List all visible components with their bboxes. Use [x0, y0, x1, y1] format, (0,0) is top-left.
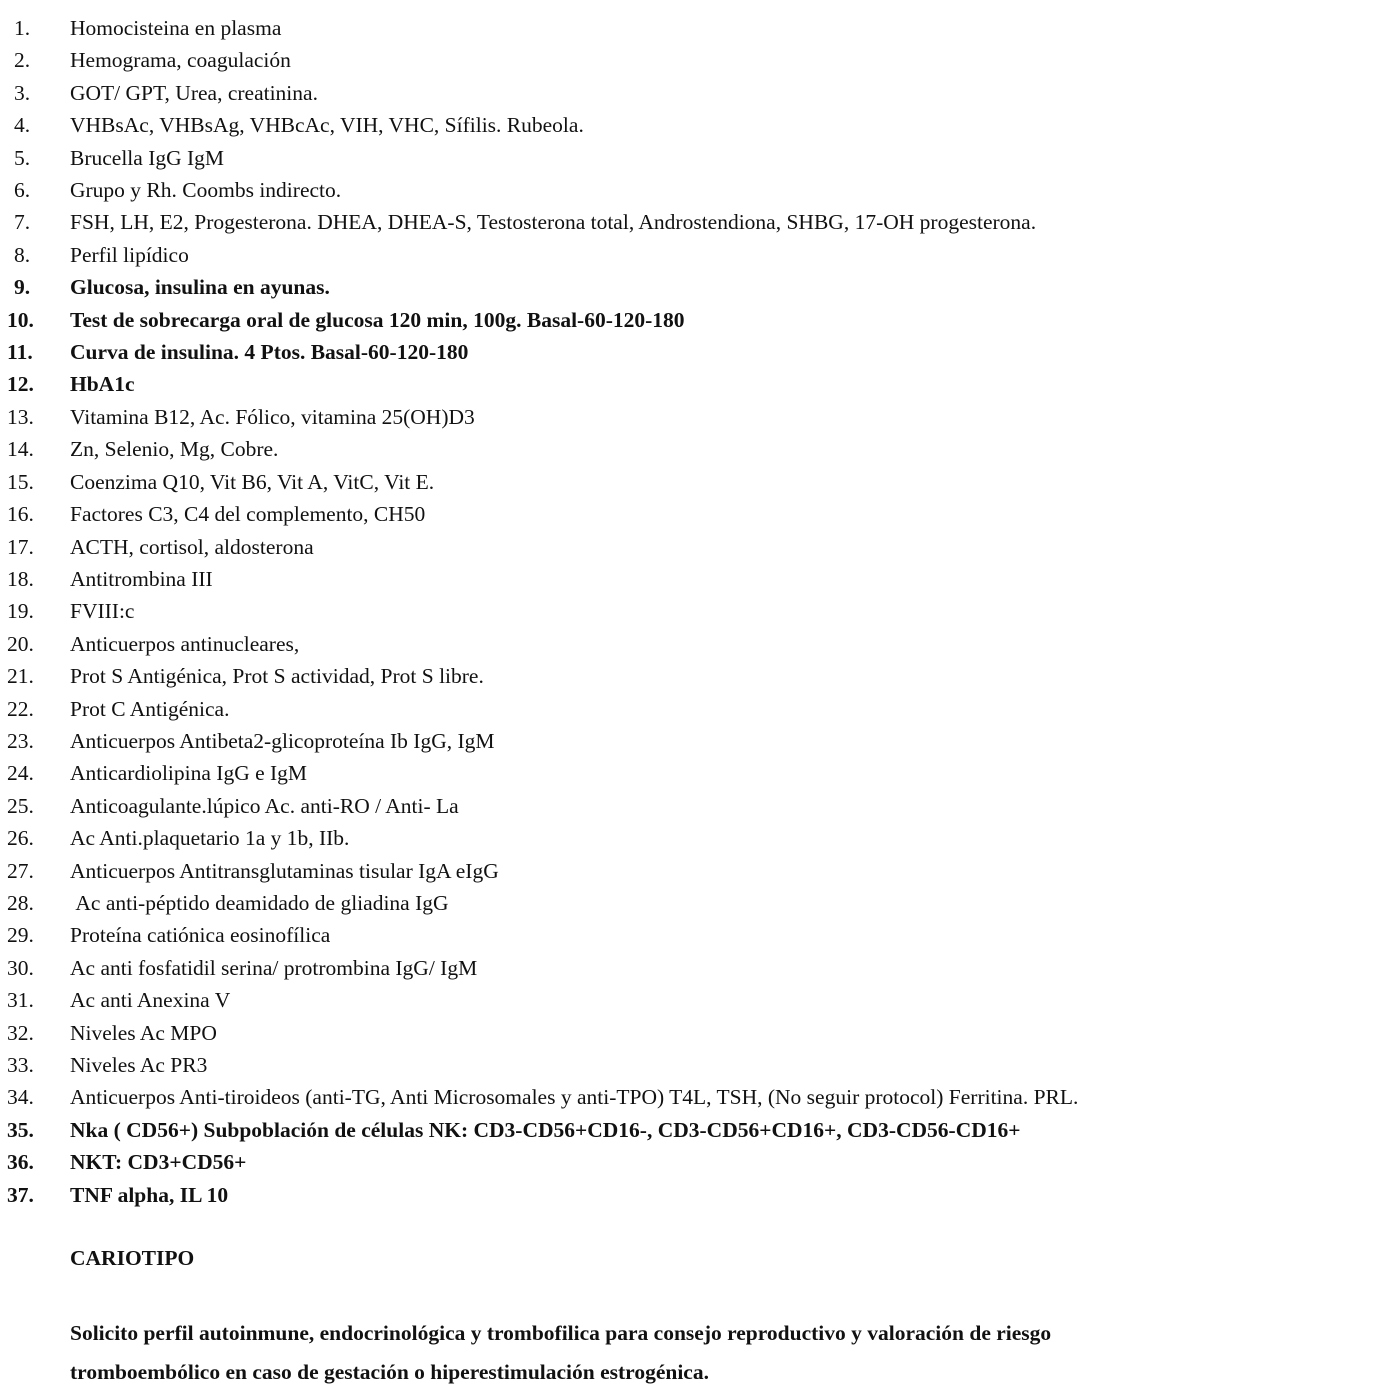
- list-item-number: 25.: [7, 793, 34, 818]
- list-item-number: 23.: [7, 728, 34, 753]
- list-item-number: 6.: [14, 178, 31, 203]
- list-item-text: Factores C3, C4 del complemento, CH50: [70, 502, 426, 527]
- list-item-number: 22.: [7, 696, 34, 721]
- list-item-number: 9.: [14, 275, 31, 300]
- list-item-text: Vitamina B12, Ac. Fólico, vitamina 25(OH)D3: [70, 404, 475, 429]
- list-item-text: Anticardiolipina IgG e IgM: [70, 761, 308, 786]
- list-item-number: 1.: [14, 16, 31, 40]
- list-item-text: Anticoagulante.lúpico Ac. anti-RO / Anti- La: [70, 793, 459, 818]
- list-item: [0, 531, 1400, 563]
- list-item-number: 10.: [7, 307, 34, 332]
- list-item-number: 33.: [7, 1053, 34, 1077]
- list-item: [0, 984, 1400, 1016]
- list-item-number: 5.: [14, 145, 31, 170]
- list-item-text: Hemograma, coagulación: [70, 48, 291, 73]
- list-item: [0, 433, 1400, 465]
- list-item-number: 8.: [14, 242, 31, 267]
- list-item-number: 37.: [7, 1182, 34, 1207]
- list-item-text: Perfil lipídico: [70, 242, 189, 267]
- list-item: [0, 952, 1400, 984]
- list-item-number: 18.: [7, 566, 34, 591]
- list-item-number: 29.: [7, 923, 34, 948]
- list-item-number: 15.: [7, 469, 34, 494]
- list-item: [0, 660, 1400, 692]
- list-item-number: 36.: [7, 1150, 34, 1175]
- list-item-number: 26.: [7, 826, 34, 851]
- list-item-number: 34.: [7, 1085, 34, 1110]
- list-item-text: Antitrombina III: [70, 566, 213, 591]
- list-item-text: Ac anti-péptido deamidado de gliadina IgG: [70, 890, 449, 915]
- list-item-number: 20.: [7, 631, 34, 656]
- list-item: [0, 790, 1400, 822]
- list-item-text: GOT/ GPT, Urea, creatinina.: [70, 80, 318, 105]
- list-item-text: Anticuerpos Antitransglutaminas tisular IgA eIgG: [70, 858, 499, 883]
- list-item: [0, 887, 1400, 919]
- list-item: [0, 466, 1400, 498]
- list-item-number: 16.: [7, 502, 34, 527]
- list-item-text: Ac anti Anexina V: [70, 988, 231, 1013]
- list-item: [0, 336, 1400, 368]
- list-item-text: Test de sobrecarga oral de glucosa 120 min, 100g. Basal-60-120-180: [70, 307, 685, 332]
- list-item: [0, 563, 1400, 595]
- list-item-number: 28.: [7, 890, 34, 915]
- list-item-text: Anticuerpos Anti-tiroideos (anti-TG, Anti Microsomales y anti-TPO) T4L, TSH, (No seguir protocol) Ferritina. PRL.: [70, 1085, 1079, 1110]
- closing-paragraph-line-2: tromboembólico en caso de gestación o hiperestimulación estrogénica.: [70, 1360, 709, 1385]
- list-item-text: Prot C Antigénica.: [70, 696, 230, 721]
- list-item-text: Niveles Ac MPO: [70, 1020, 217, 1045]
- list-item-number: 21.: [7, 664, 34, 689]
- list-item-number: 2.: [14, 48, 31, 73]
- list-item: [0, 757, 1400, 789]
- list-item: [0, 725, 1400, 757]
- list-item: [0, 44, 1400, 76]
- list-item: [0, 239, 1400, 271]
- list-item: [0, 206, 1400, 238]
- list-item: [0, 1179, 1400, 1211]
- list-item: [0, 368, 1400, 400]
- list-item: [0, 855, 1400, 887]
- list-item-number: 13.: [7, 404, 34, 429]
- list-item-number: 11.: [7, 340, 33, 365]
- list-item: [0, 1146, 1400, 1178]
- list-item-text: Zn, Selenio, Mg, Cobre.: [70, 437, 279, 462]
- list-item-number: 17.: [7, 534, 34, 559]
- list-item-number: 35.: [7, 1117, 34, 1142]
- list-item-number: 19.: [7, 599, 34, 624]
- list-item-text: Proteína catiónica eosinofílica: [70, 923, 331, 948]
- list-item-text: Brucella IgG IgM: [70, 145, 225, 170]
- list-item: [0, 628, 1400, 660]
- list-item-number: 30.: [7, 955, 34, 980]
- list-item-text: Niveles Ac PR3: [70, 1053, 208, 1077]
- list-item-text: HbA1c: [70, 372, 135, 397]
- list-item-number: 7.: [14, 210, 31, 235]
- list-item: [0, 304, 1400, 336]
- list-item-number: 4.: [14, 113, 31, 138]
- list-item-number: 27.: [7, 858, 34, 883]
- list-item-text: Homocisteina en plasma: [70, 16, 282, 40]
- list-item: [0, 1017, 1400, 1049]
- list-item: [0, 595, 1400, 627]
- list-item-number: 24.: [7, 761, 34, 786]
- list-item: [0, 174, 1400, 206]
- list-item-text: Anticuerpos Antibeta2-glicoproteína Ib IgG, IgM: [70, 728, 495, 753]
- list-item: [0, 109, 1400, 141]
- cariotipo-heading: CARIOTIPO: [70, 1246, 195, 1271]
- list-item: [0, 822, 1400, 854]
- closing-paragraph-line-1: Solicito perfil autoinmune, endocrinológica y trombofilica para consejo reproductivo y valoración de riesgo: [70, 1321, 1052, 1346]
- list-item: [0, 919, 1400, 951]
- list-item-number: 14.: [7, 437, 34, 462]
- list-item: [0, 498, 1400, 530]
- lab-test-list: [0, 12, 1400, 1211]
- list-item-text: FVIII:c: [70, 599, 135, 624]
- list-item: [0, 77, 1400, 109]
- list-item-text: Coenzima Q10, Vit B6, Vit A, VitC, Vit E.: [70, 469, 435, 494]
- list-item-number: 12.: [7, 372, 34, 397]
- list-item-text: Ac anti fosfatidil serina/ protrombina IgG/ IgM: [70, 955, 478, 980]
- list-item: [0, 1049, 1400, 1081]
- list-item-text: Curva de insulina. 4 Ptos. Basal-60-120-180: [70, 340, 469, 365]
- list-item-text: Anticuerpos antinucleares,: [70, 631, 300, 656]
- list-item-number: 3.: [14, 80, 31, 105]
- list-item: [0, 693, 1400, 725]
- list-item-text: FSH, LH, E2, Progesterona. DHEA, DHEA-S, Testosterona total, Androstendiona, SHBG, 17-OH progesterona.: [70, 210, 1037, 235]
- list-item-text: Ac Anti.plaquetario 1a y 1b, IIb.: [70, 826, 350, 851]
- list-item: [0, 12, 1400, 44]
- list-item: [0, 1114, 1400, 1146]
- list-item-text: VHBsAc, VHBsAg, VHBcAc, VIH, VHC, Sífilis. Rubeola.: [70, 113, 584, 138]
- list-item-text: TNF alpha, IL 10: [70, 1182, 229, 1207]
- list-item-number: 31.: [7, 988, 34, 1013]
- closing-paragraph: [70, 1314, 1370, 1392]
- list-item: [0, 271, 1400, 303]
- list-item-text: NKT: CD3+CD56+: [70, 1150, 247, 1175]
- list-item-text: Grupo y Rh. Coombs indirecto.: [70, 178, 342, 203]
- list-item-number: 32.: [7, 1020, 34, 1045]
- list-item: [0, 142, 1400, 174]
- list-item-text: Nka ( CD56+) Subpoblación de células NK: CD3-CD56+CD16-, CD3-CD56+CD16+, CD3-CD56-CD16+: [70, 1117, 1021, 1142]
- list-item-text: Prot S Antigénica, Prot S actividad, Prot S libre.: [70, 664, 484, 689]
- list-item: [0, 401, 1400, 433]
- list-item: [0, 1081, 1400, 1113]
- list-item-text: ACTH, cortisol, aldosterona: [70, 534, 314, 559]
- list-item-text: Glucosa, insulina en ayunas.: [70, 275, 330, 300]
